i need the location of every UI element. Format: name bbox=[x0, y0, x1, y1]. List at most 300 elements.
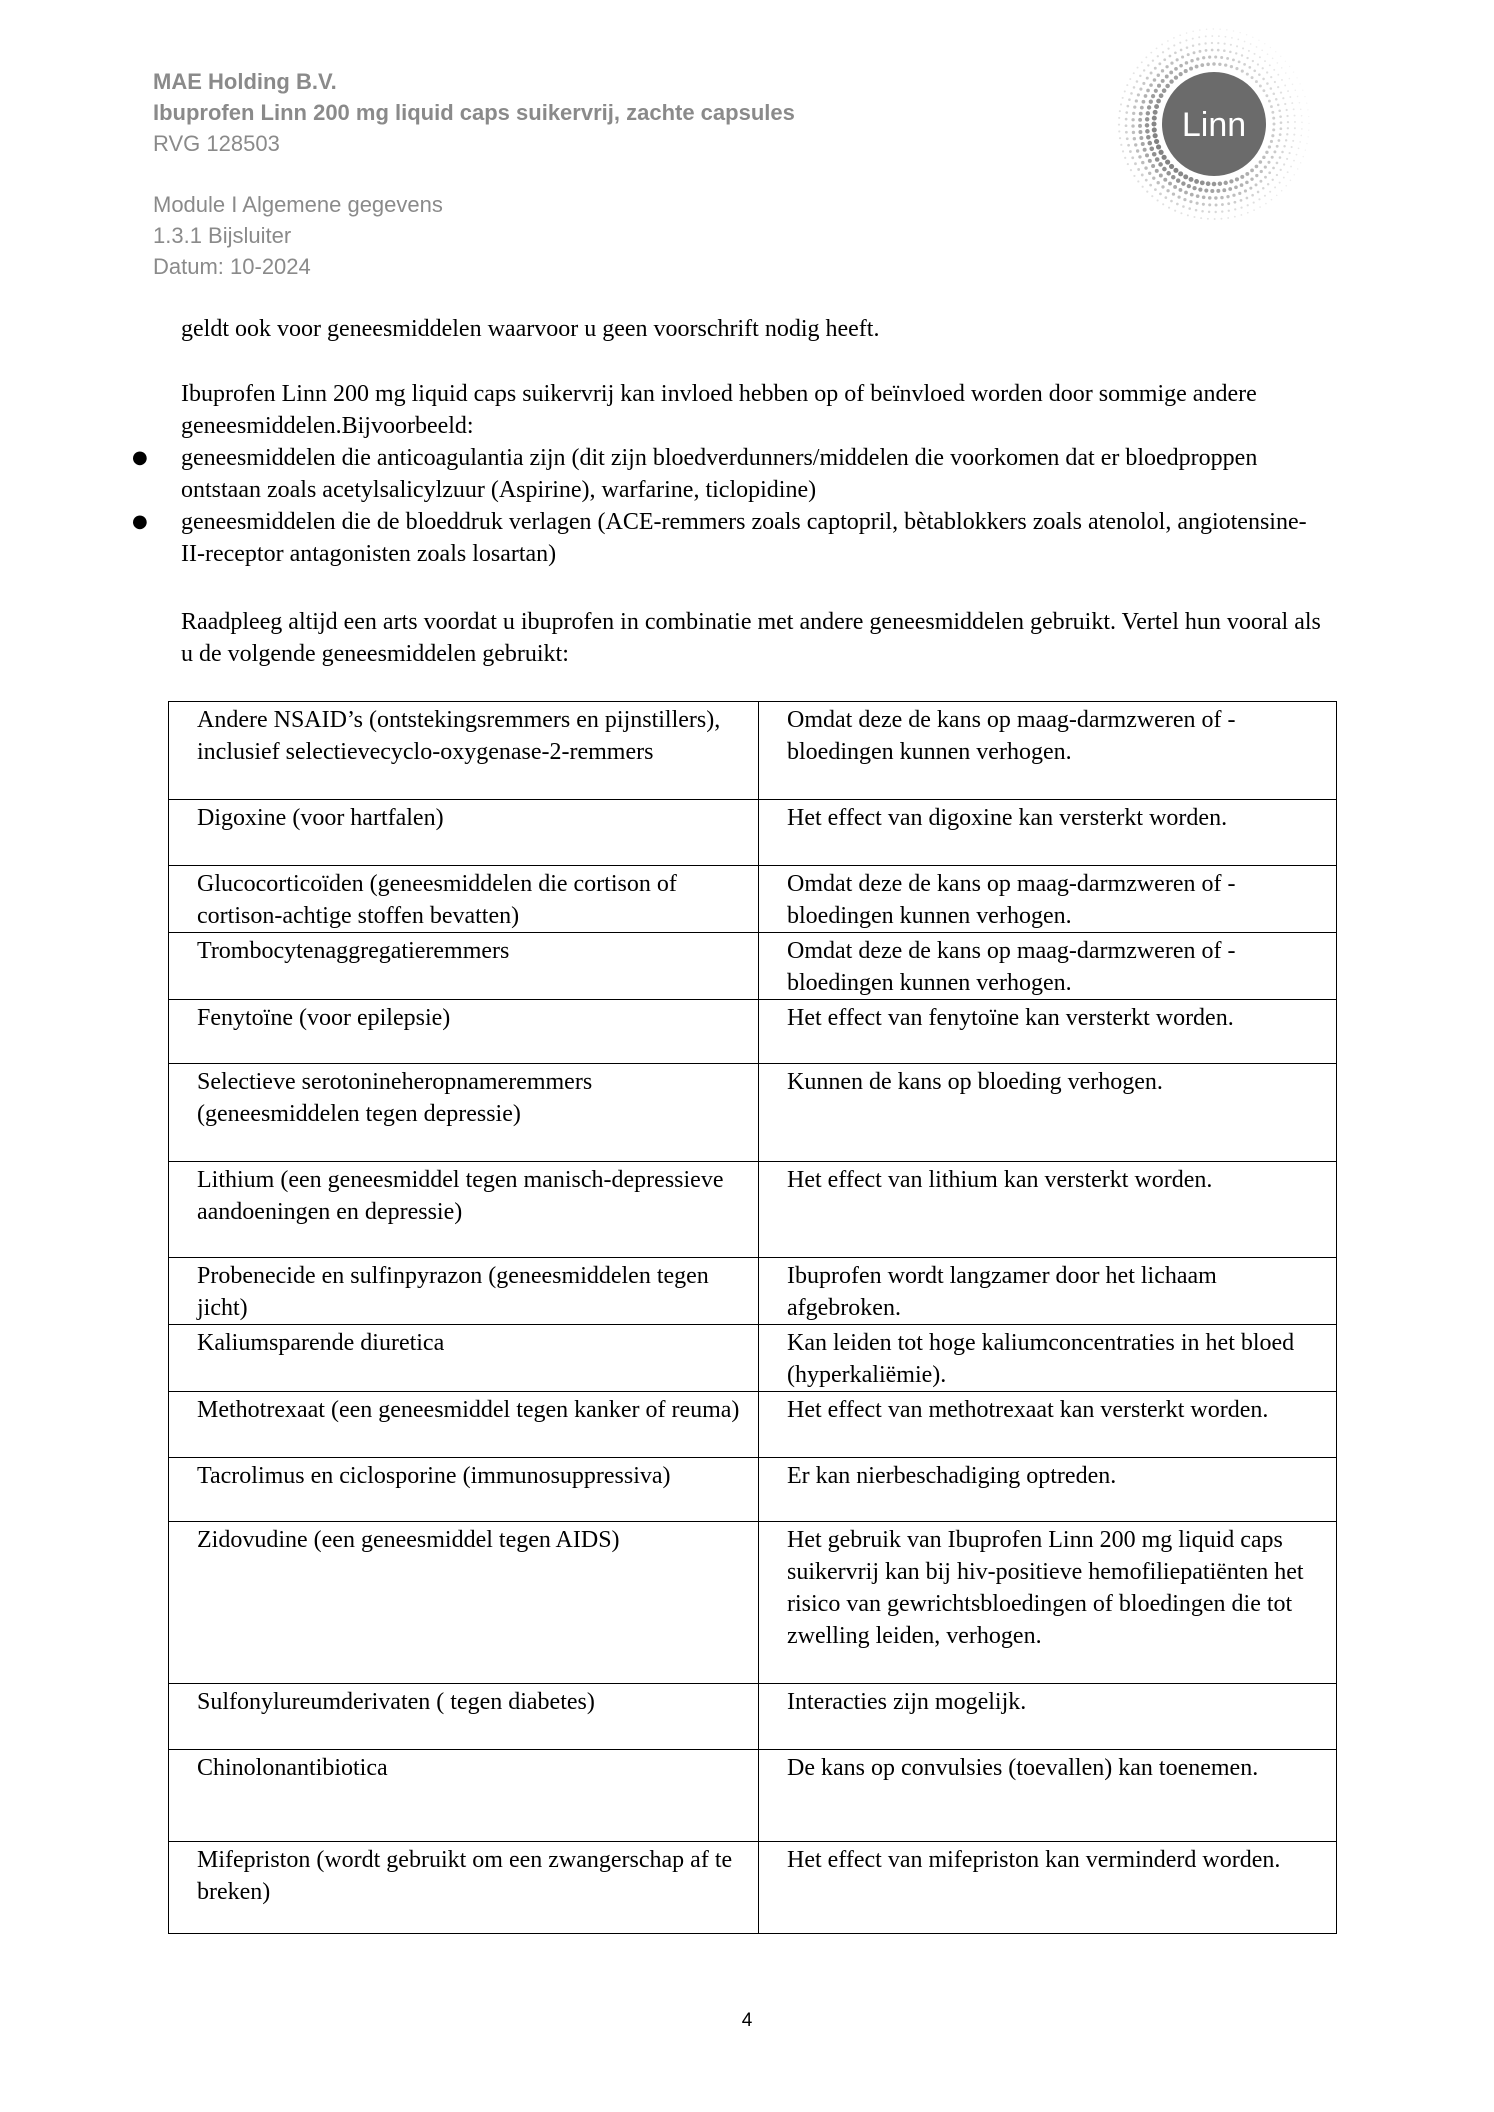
logo-dot bbox=[1298, 147, 1300, 149]
drug-cell: Trombocytenaggregatieremmers bbox=[169, 933, 759, 1000]
logo-dot bbox=[1154, 89, 1158, 93]
logo-dot bbox=[1166, 171, 1171, 176]
logo-dot bbox=[1253, 69, 1256, 72]
logo-dot bbox=[1235, 52, 1237, 54]
logo-dot bbox=[1146, 135, 1151, 140]
logo-dot bbox=[1162, 203, 1164, 205]
logo-dot bbox=[1255, 80, 1258, 83]
logo-dot bbox=[1142, 100, 1146, 104]
effect-cell: Het gebruik van Ibuprofen Linn 200 mg liquid caps suikervrij kan bij hiv-positieve hemofiliepatiënten het risico van gewrichtsbloedingen of bloedingen die tot zwelling leiden, verhogen. bbox=[759, 1522, 1337, 1684]
logo-dot bbox=[1268, 171, 1271, 174]
logo-dot bbox=[1259, 206, 1261, 208]
logo-dot bbox=[1220, 56, 1223, 59]
logo-dot bbox=[1250, 177, 1253, 180]
logo-dot bbox=[1297, 96, 1299, 98]
logo-dot bbox=[1161, 69, 1164, 72]
logo-dot bbox=[1187, 184, 1191, 188]
logo-dot bbox=[1140, 106, 1144, 110]
logo-dot bbox=[1188, 207, 1191, 210]
logo-dot bbox=[1219, 28, 1220, 29]
logo-dot bbox=[1131, 118, 1134, 121]
table-row bbox=[169, 1522, 1337, 1684]
logo-dot bbox=[1264, 43, 1265, 44]
logo-dot bbox=[1159, 174, 1163, 178]
logo-dot bbox=[1251, 76, 1254, 79]
logo-dot bbox=[1122, 97, 1124, 99]
logo-dot bbox=[1204, 42, 1206, 44]
logo-dot bbox=[1256, 46, 1258, 48]
logo-dot bbox=[1192, 45, 1194, 47]
logo-dot bbox=[1277, 74, 1279, 76]
logo-dot bbox=[1138, 130, 1142, 134]
logo-dot bbox=[1259, 85, 1262, 88]
logo-dot bbox=[1193, 216, 1195, 218]
logo-dot bbox=[1281, 151, 1284, 154]
effect-cell: Het effect van digoxine kan versterkt worden. bbox=[759, 800, 1337, 866]
logo-dot bbox=[1156, 99, 1161, 104]
logo-dot bbox=[1181, 181, 1185, 185]
logo-dot bbox=[1279, 156, 1282, 159]
logo-dot bbox=[1214, 211, 1216, 213]
drug-cell: Glucocorticoïden (geneesmiddelen die cortison of cortison-achtige stoffen bevatten) bbox=[169, 866, 759, 933]
logo-dot bbox=[1253, 201, 1255, 203]
logo-dot bbox=[1283, 163, 1285, 165]
logo-dot bbox=[1305, 149, 1306, 150]
logo-dot bbox=[1269, 64, 1271, 66]
logo-dot bbox=[1183, 198, 1186, 201]
logo-dot bbox=[1272, 117, 1275, 120]
logo-dot bbox=[1277, 86, 1279, 88]
logo-dot bbox=[1152, 127, 1157, 132]
logo-dot bbox=[1195, 65, 1199, 69]
logo-dot bbox=[1181, 55, 1184, 58]
logo-dot bbox=[1281, 190, 1283, 192]
logo-dot bbox=[1169, 55, 1172, 58]
logo-dot bbox=[1153, 133, 1158, 138]
logo-dot bbox=[1254, 53, 1256, 55]
logo-dot bbox=[1265, 203, 1267, 205]
logo-dot bbox=[1133, 106, 1136, 109]
logo-dot bbox=[1146, 191, 1148, 193]
logo-dot bbox=[1153, 110, 1158, 115]
logo-dot bbox=[1218, 181, 1222, 185]
logo-dot bbox=[1125, 111, 1128, 114]
logo-dot bbox=[1145, 117, 1149, 121]
logo-dot bbox=[1301, 122, 1303, 124]
drug-cell: Selectieve serotonineheropnameremmers (geneesmiddelen tegen depressie) bbox=[169, 1064, 759, 1162]
logo-text: Linn bbox=[1181, 106, 1247, 144]
logo-dot bbox=[1266, 82, 1269, 85]
logo-dot bbox=[1268, 100, 1271, 103]
logo-dot bbox=[1226, 195, 1229, 198]
logo-dot bbox=[1258, 198, 1260, 200]
logo-dot bbox=[1131, 124, 1134, 127]
logo-dot bbox=[1154, 188, 1157, 191]
logo-dot bbox=[1149, 100, 1153, 104]
logo-dot bbox=[1289, 66, 1290, 67]
logo-dot bbox=[1139, 75, 1141, 77]
logo-dot bbox=[1143, 148, 1147, 152]
logo-dot bbox=[1246, 34, 1247, 35]
logo-dot bbox=[1162, 167, 1167, 172]
drug-cell: Fenytoïne (voor epilepsie) bbox=[169, 1000, 759, 1064]
logo-dot bbox=[1262, 67, 1264, 69]
logo-dot bbox=[1225, 36, 1227, 38]
logo-dot bbox=[1271, 156, 1274, 159]
logo-dot bbox=[1206, 29, 1208, 31]
logo-dot bbox=[1190, 193, 1194, 197]
logo-dot bbox=[1174, 51, 1177, 54]
logo-dot bbox=[1147, 141, 1152, 146]
logo-dot bbox=[1262, 187, 1265, 190]
logo-dot bbox=[1214, 196, 1217, 199]
logo-dot bbox=[1234, 216, 1236, 218]
logo-dot bbox=[1252, 37, 1253, 38]
logo-dot bbox=[1214, 218, 1216, 220]
logo-dot bbox=[1265, 151, 1268, 154]
logo-dot bbox=[1198, 36, 1200, 38]
logo-dot bbox=[1157, 181, 1160, 184]
logo-dot bbox=[1292, 140, 1294, 142]
logo-dot bbox=[1176, 58, 1179, 61]
logo-dot bbox=[1235, 67, 1238, 70]
logo-dot bbox=[1162, 155, 1167, 160]
logo-dot bbox=[1293, 71, 1294, 72]
logo-dot bbox=[1308, 116, 1309, 117]
logo-dot bbox=[1155, 157, 1160, 162]
logo-dot bbox=[1273, 123, 1276, 126]
logo-dot bbox=[1134, 162, 1137, 165]
logo-dot bbox=[1287, 121, 1289, 123]
logo-dot bbox=[1207, 218, 1209, 220]
logo-dot bbox=[1137, 93, 1140, 96]
logo-dot bbox=[1185, 39, 1187, 41]
logo-dot bbox=[1247, 212, 1249, 214]
logo-dot bbox=[1173, 37, 1175, 39]
advice-paragraph: Raadpleeg altijd een arts voordat u ibuprofen in combinatie met andere geneesmiddelen gebruikt. Vertel hun vooral als u de volgende geneesmiddelen gebruikt: bbox=[181, 609, 1321, 667]
logo-dot bbox=[1255, 165, 1259, 169]
logo-dot bbox=[1179, 34, 1181, 36]
logo-dot bbox=[1164, 196, 1167, 199]
logo-dot bbox=[1208, 203, 1211, 206]
effect-cell: Het effect van methotrexaat kan versterkt worden. bbox=[759, 1392, 1337, 1458]
table-row bbox=[169, 1162, 1337, 1258]
logo-dot bbox=[1157, 55, 1159, 57]
logo-dot bbox=[1293, 160, 1295, 162]
logo-dot bbox=[1238, 60, 1241, 63]
logo-dot bbox=[1172, 192, 1175, 195]
logo-dot bbox=[1270, 105, 1273, 108]
logo-dot bbox=[1277, 104, 1280, 107]
logo-dot bbox=[1129, 150, 1132, 153]
logo-dot bbox=[1159, 93, 1164, 98]
logo-dot bbox=[1202, 195, 1206, 199]
logo-dot bbox=[1126, 84, 1128, 86]
logo-dot bbox=[1300, 162, 1301, 163]
drug-cell: Probenecide en sulfinpyrazon (geneesmiddelen tegen jicht) bbox=[169, 1258, 759, 1325]
effect-cell: Kan leiden tot hoge kaliumconcentraties in het bloed (hyperkaliëmie). bbox=[759, 1325, 1337, 1392]
table-row bbox=[169, 933, 1337, 1000]
logo-dot bbox=[1259, 180, 1262, 183]
logo-dot bbox=[1148, 159, 1152, 163]
logo-dot bbox=[1220, 196, 1223, 199]
drug-cell: Tacrolimus en ciclosporine (immunosuppressiva) bbox=[169, 1458, 759, 1522]
logo-dot bbox=[1272, 58, 1274, 60]
logo-dot bbox=[1274, 186, 1276, 188]
logo-dot bbox=[1303, 156, 1304, 157]
logo-dot bbox=[1206, 62, 1210, 66]
logo-dot bbox=[1282, 97, 1284, 99]
logo-dot bbox=[1133, 72, 1135, 74]
logo-dot bbox=[1250, 43, 1252, 45]
effect-cell: Omdat deze de kans op maag-darmzweren of -bloedingen kunnen verhogen. bbox=[759, 866, 1337, 933]
logo-dot bbox=[1126, 137, 1129, 140]
logo-dot bbox=[1154, 67, 1157, 70]
list-item: ● geneesmiddelen die de bloeddruk verlagen (ACE-remmers zoals captopril, bètablokkers zoals atenolol, angiotensine-II-receptor antagonisten zoals losartan) bbox=[0, 506, 1320, 570]
logo-dot bbox=[1270, 140, 1273, 143]
logo-dot bbox=[1280, 127, 1283, 130]
logo-dot bbox=[1198, 187, 1202, 191]
logo-dot bbox=[1235, 177, 1239, 181]
logo-dot bbox=[1141, 161, 1144, 164]
logo-dot bbox=[1290, 166, 1292, 168]
logo-dot bbox=[1261, 50, 1263, 52]
logo-dot bbox=[1280, 169, 1282, 171]
logo-dot bbox=[1292, 84, 1294, 86]
logo-dot bbox=[1151, 94, 1155, 98]
logo-dot bbox=[1241, 214, 1243, 216]
logo-dot bbox=[1194, 179, 1199, 184]
logo-dot bbox=[1139, 112, 1143, 116]
logo-dot bbox=[1267, 183, 1269, 185]
logo-dot bbox=[1199, 50, 1202, 53]
logo-dot bbox=[1124, 90, 1126, 92]
logo-dot bbox=[1287, 127, 1289, 129]
logo-dot bbox=[1138, 118, 1142, 122]
logo-dot bbox=[1278, 109, 1281, 112]
logo-dot bbox=[1200, 63, 1204, 67]
logo-dot bbox=[1165, 75, 1169, 79]
logo-dot bbox=[1234, 208, 1236, 210]
logo-dot bbox=[1202, 56, 1205, 59]
product-name: Ibuprofen Linn 200 mg liquid caps suikervrij, zachte capsules bbox=[153, 100, 795, 125]
logo-dot bbox=[1186, 46, 1189, 49]
logo-dot bbox=[1200, 217, 1202, 219]
logo-dot bbox=[1264, 176, 1267, 179]
logo-dot bbox=[1233, 30, 1234, 31]
logo-dot bbox=[1179, 64, 1183, 68]
drug-cell: Methotrexaat (een geneesmiddel tegen kanker of reuma) bbox=[169, 1392, 759, 1458]
logo-dot bbox=[1141, 61, 1143, 63]
logo-dot bbox=[1223, 49, 1226, 52]
logo-dot bbox=[1158, 150, 1163, 155]
logo-dot bbox=[1300, 108, 1302, 110]
logo-dot bbox=[1307, 136, 1308, 137]
logo-dot bbox=[1228, 187, 1232, 191]
logo-dot bbox=[1171, 175, 1176, 180]
logo-dot bbox=[1264, 166, 1267, 169]
logo-dot bbox=[1280, 56, 1281, 57]
logo-dot bbox=[1252, 60, 1254, 62]
logo-dot bbox=[1271, 199, 1273, 201]
logo-dot bbox=[1193, 51, 1196, 54]
section-label: 1.3.1 Bijsluiter bbox=[153, 223, 292, 248]
logo-dot bbox=[1170, 200, 1173, 203]
logo-dot bbox=[1158, 62, 1161, 65]
logo-dot bbox=[1174, 75, 1178, 79]
logo-dot bbox=[1216, 189, 1220, 193]
logo-dot bbox=[1296, 154, 1298, 156]
logo-dot bbox=[1146, 111, 1150, 115]
logo-dot bbox=[1262, 78, 1265, 81]
logo-dot bbox=[1290, 180, 1291, 181]
logo-dot bbox=[1145, 153, 1149, 157]
logo-dot bbox=[1217, 42, 1219, 44]
logo-dot bbox=[1127, 144, 1130, 147]
logo-dot bbox=[1139, 136, 1143, 140]
logo-dot bbox=[1272, 128, 1275, 131]
logo-dot bbox=[1221, 203, 1224, 206]
logo-dot bbox=[1120, 103, 1122, 105]
logo-dot bbox=[1285, 185, 1287, 187]
logo-dot bbox=[1265, 94, 1268, 97]
logo-dot bbox=[1230, 65, 1233, 68]
logo-dot bbox=[1130, 92, 1133, 95]
logo-dot bbox=[1192, 31, 1194, 33]
effect-cell: Er kan nierbeschadiging optreden. bbox=[759, 1458, 1337, 1522]
module-label: Module I Algemene gegevens bbox=[153, 192, 443, 217]
logo-dot bbox=[1308, 123, 1309, 124]
logo-dot bbox=[1276, 145, 1279, 148]
logo-dot bbox=[1215, 203, 1218, 206]
table-row bbox=[169, 1842, 1337, 1934]
logo-dot bbox=[1246, 197, 1249, 200]
logo-dot bbox=[1189, 200, 1192, 203]
logo-dot bbox=[1232, 58, 1235, 61]
logo-dot bbox=[1141, 142, 1145, 146]
logo-dot bbox=[1205, 49, 1208, 52]
logo-dot bbox=[1196, 194, 1200, 198]
logo-dot bbox=[1240, 199, 1243, 202]
logo-dot bbox=[1130, 169, 1132, 171]
logo-dot bbox=[1267, 53, 1269, 55]
interaction-table bbox=[168, 701, 1337, 1934]
logo-dot bbox=[1141, 174, 1144, 177]
logo-dot bbox=[1221, 210, 1223, 212]
logo-dot bbox=[1179, 42, 1181, 44]
logo-dot bbox=[1272, 167, 1275, 170]
logo-dot bbox=[1227, 217, 1229, 219]
logo-dot bbox=[1240, 183, 1244, 187]
logo-dot bbox=[1270, 76, 1272, 78]
logo-dot bbox=[1142, 82, 1145, 85]
logo-dot bbox=[1137, 180, 1139, 182]
logo-dot bbox=[1278, 139, 1281, 142]
table-row bbox=[169, 1258, 1337, 1325]
logo-dot bbox=[1285, 139, 1287, 141]
logo-dot bbox=[1196, 202, 1199, 205]
logo-dot bbox=[1161, 185, 1164, 188]
logo-dot bbox=[1248, 50, 1250, 52]
logo-dot bbox=[1199, 29, 1201, 31]
logo-dot bbox=[1276, 195, 1278, 197]
logo-dot bbox=[1157, 74, 1160, 77]
document-date: Datum: 10-2024 bbox=[153, 254, 311, 279]
logo-dot bbox=[1280, 121, 1283, 124]
logo-dot bbox=[1149, 184, 1152, 187]
logo-dot bbox=[1145, 56, 1147, 58]
logo-dot bbox=[1184, 191, 1188, 195]
table-row bbox=[169, 1325, 1337, 1392]
logo-dot bbox=[1174, 210, 1176, 212]
logo-dot bbox=[1200, 180, 1205, 185]
logo-dot bbox=[1165, 84, 1170, 89]
logo-dot bbox=[1224, 64, 1227, 67]
logo-dot bbox=[1145, 123, 1150, 128]
logo-dot bbox=[1272, 179, 1274, 181]
intro-line: geldt ook voor geneesmiddelen waarvoor u geen voorschrift nodig heeft. bbox=[181, 316, 880, 342]
logo-dot bbox=[1127, 105, 1130, 108]
logo-dot bbox=[1218, 35, 1220, 37]
logo-dot bbox=[1294, 121, 1296, 123]
logo-dot bbox=[1297, 168, 1298, 169]
logo-dot bbox=[1131, 156, 1134, 159]
logo-dot bbox=[1284, 103, 1286, 105]
logo-dot bbox=[1148, 172, 1151, 175]
logo-dot bbox=[1294, 115, 1296, 117]
logo-dot bbox=[1283, 177, 1285, 179]
logo-dot bbox=[1152, 152, 1157, 157]
logo-dot bbox=[1144, 94, 1148, 98]
logo-dot bbox=[1269, 191, 1271, 193]
logo-dot bbox=[1127, 163, 1129, 165]
logo-dot bbox=[1118, 124, 1120, 126]
logo-dot bbox=[1180, 212, 1182, 214]
logo-dot bbox=[1253, 209, 1255, 211]
logo-dot bbox=[1173, 185, 1177, 189]
logo-dot bbox=[1247, 204, 1249, 206]
logo-dot bbox=[1173, 44, 1175, 46]
logo-dot bbox=[1212, 62, 1216, 66]
effect-cell: Ibuprofen wordt langzamer door het lichaam afgebroken. bbox=[759, 1258, 1337, 1325]
logo-dot bbox=[1227, 202, 1230, 205]
table-row bbox=[169, 1392, 1337, 1458]
logo-dot bbox=[1211, 42, 1213, 44]
logo-dot bbox=[1156, 144, 1161, 149]
logo-dot bbox=[1262, 89, 1265, 92]
logo-dot bbox=[1187, 53, 1190, 56]
logo-dot bbox=[1285, 72, 1287, 74]
logo-dot bbox=[1224, 181, 1228, 185]
logo-dot bbox=[1169, 79, 1173, 83]
logo-dot bbox=[1135, 99, 1138, 102]
logo-dot bbox=[1294, 174, 1295, 175]
logo-dot bbox=[1289, 152, 1291, 154]
logo-dot bbox=[1250, 168, 1254, 172]
logo-dot bbox=[1245, 181, 1249, 185]
logo-dot bbox=[1242, 47, 1244, 49]
company-name: MAE Holding B.V. bbox=[153, 69, 337, 94]
logo-dot bbox=[1213, 28, 1214, 29]
logo-dot bbox=[1136, 80, 1139, 83]
logo-dot bbox=[1180, 49, 1183, 52]
logo-dot bbox=[1246, 73, 1249, 76]
logo-dot bbox=[1204, 188, 1208, 192]
intro-paragraph: Ibuprofen Linn 200 mg liquid caps suikervrij kan invloed hebben op of beïnvloed worden door sommige andere geneesmiddelen.Bijvoorbeeld: bbox=[181, 381, 1257, 439]
logo-dot bbox=[1273, 92, 1276, 95]
logo-dot bbox=[1258, 73, 1261, 76]
logo-dot bbox=[1186, 32, 1188, 34]
